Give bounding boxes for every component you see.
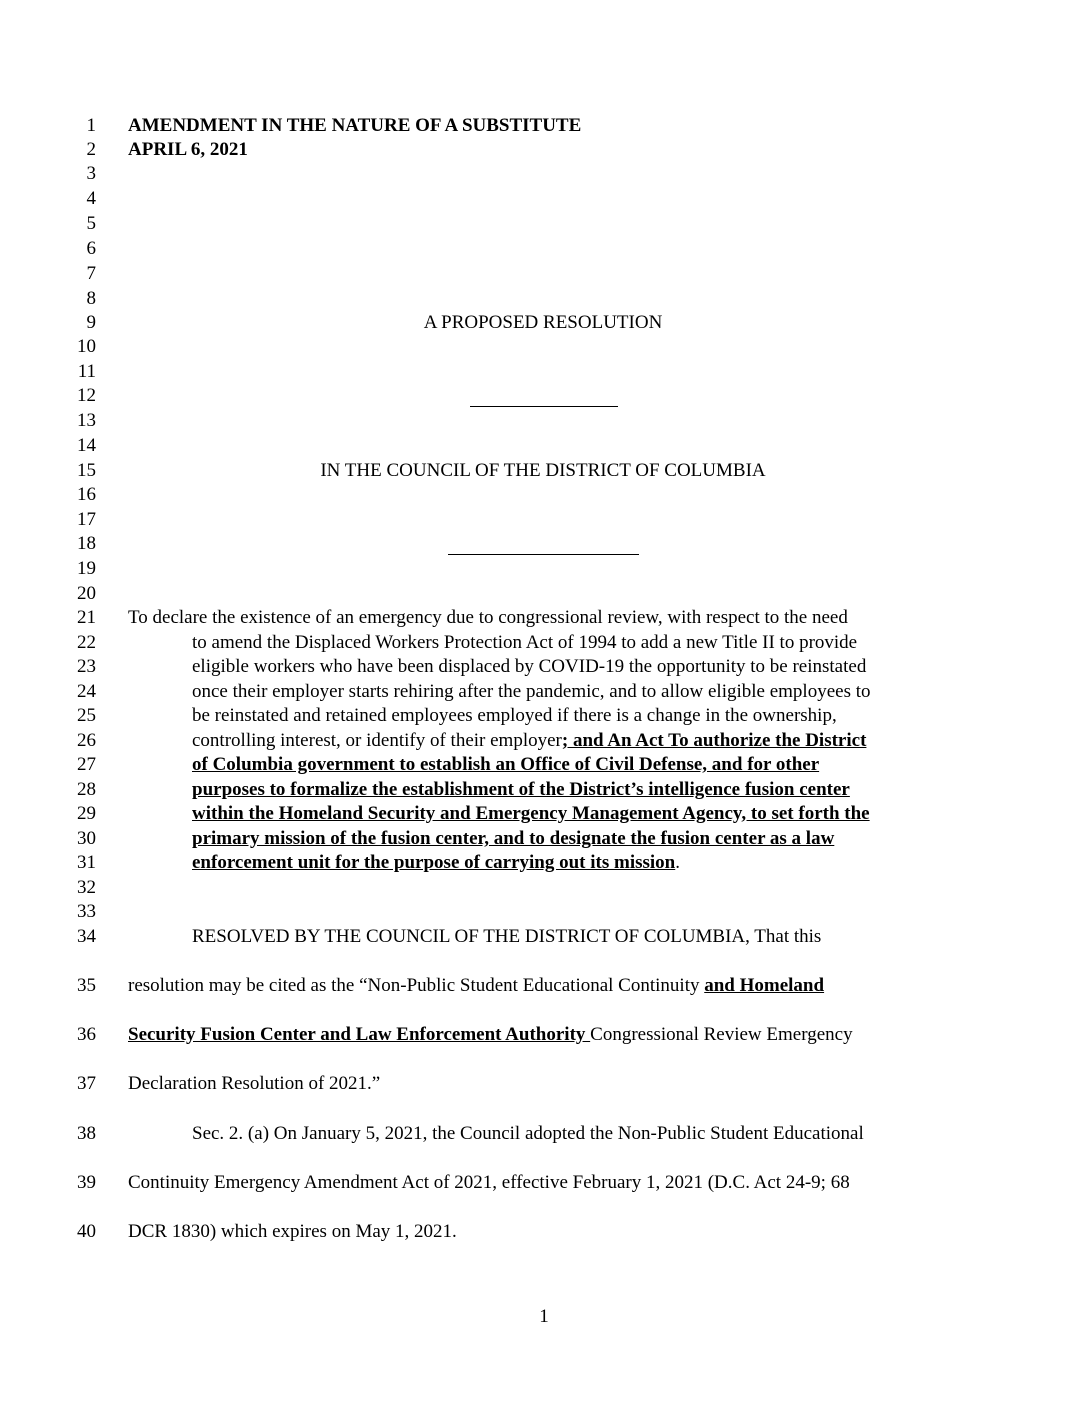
inserted-text: Security Fusion Center and Law Enforcement Authority [128, 1024, 591, 1045]
body-line [128, 975, 824, 997]
line-number: 39 [77, 1172, 96, 1193]
line-number: 7 [86, 263, 96, 284]
body-line: DCR 1830) which expires on May 1, 2021. [128, 1221, 457, 1242]
body-text: resolution may be cited as the “Non-Public Student Educational Continuity [128, 975, 705, 996]
line-number: 33 [77, 901, 96, 922]
purpose-text: . [675, 852, 680, 873]
line-number: 13 [77, 410, 96, 431]
amendment-date: APRIL 6, 2021 [128, 139, 248, 160]
line-number: 8 [86, 288, 96, 309]
line-number: 26 [77, 730, 96, 751]
body-line: Declaration Resolution of 2021.” [128, 1073, 381, 1094]
body-text: Congressional Review Emergency [590, 1024, 853, 1045]
body-line: Continuity Emergency Amendment Act of 2021, effective February 1, 2021 (D.C. Act 24-9; 68 [128, 1172, 850, 1193]
line-number: 15 [77, 460, 96, 481]
line-number: 2 [86, 139, 96, 160]
council-heading: IN THE COUNCIL OF THE DISTRICT OF COLUMBIA [320, 460, 766, 481]
amendment-heading: AMENDMENT IN THE NATURE OF A SUBSTITUTE [128, 115, 582, 136]
line-number: 27 [77, 754, 96, 775]
line-number: 25 [77, 705, 96, 726]
line-number: 28 [77, 779, 96, 800]
signature-line-2 [448, 554, 639, 555]
line-number: 10 [77, 336, 96, 357]
line-number: 31 [77, 852, 96, 873]
line-number: 14 [77, 435, 96, 456]
line-number: 16 [77, 484, 96, 505]
line-number: 21 [77, 607, 96, 628]
inserted-text: of Columbia government to establish an Office of Civil Defense, and for other [192, 754, 820, 775]
page-number: 1 [539, 1306, 549, 1327]
line-number: 37 [77, 1073, 96, 1094]
line-number: 19 [77, 558, 96, 579]
inserted-text: purposes to formalize the establishment of the District’s intelligence fusion center [192, 779, 850, 800]
line-number: 40 [77, 1221, 96, 1242]
line-number: 5 [86, 213, 96, 234]
line-number: 29 [77, 803, 96, 824]
signature-line-1 [470, 406, 618, 407]
purpose-line: be reinstated and retained employees employed if there is a change in the ownership, [192, 705, 837, 726]
line-number: 17 [77, 509, 96, 530]
purpose-text: controlling interest, or identify of their employer [192, 730, 562, 751]
line-number: 30 [77, 828, 96, 849]
line-number: 35 [77, 975, 96, 996]
purpose-line: To declare the existence of an emergency due to congressional review, with respect to the need [128, 607, 848, 628]
line-number: 32 [77, 877, 96, 898]
purpose-line [192, 852, 680, 874]
line-number: 3 [86, 163, 96, 184]
line-number: 9 [86, 312, 96, 333]
body-line: Sec. 2. (a) On January 5, 2021, the Council adopted the Non-Public Student Educational [192, 1123, 864, 1144]
line-number: 24 [77, 681, 96, 702]
line-number: 11 [77, 361, 96, 382]
resolution-title: A PROPOSED RESOLUTION [423, 312, 663, 333]
inserted-text: enforcement unit for the purpose of carrying out its mission [192, 852, 676, 873]
line-number: 6 [86, 238, 96, 259]
line-number: 1 [86, 115, 96, 136]
line-number: 18 [77, 533, 96, 554]
purpose-line: to amend the Displaced Workers Protection Act of 1994 to add a new Title II to provide [192, 632, 858, 653]
purpose-line: once their employer starts rehiring after the pandemic, and to allow eligible employees to [192, 681, 871, 702]
inserted-text: within the Homeland Security and Emergency Management Agency, to set forth the [192, 803, 870, 824]
line-number: 36 [77, 1024, 96, 1045]
purpose-line: eligible workers who have been displaced by COVID-19 the opportunity to be reinstated [192, 656, 867, 677]
line-number: 38 [77, 1123, 96, 1144]
line-number: 34 [77, 926, 96, 947]
body-line: RESOLVED BY THE COUNCIL OF THE DISTRICT OF COLUMBIA, That this [192, 926, 822, 947]
line-number: 20 [77, 583, 96, 604]
body-line [128, 1024, 853, 1046]
line-number: 12 [77, 385, 96, 406]
line-number: 23 [77, 656, 96, 677]
line-number: 4 [86, 188, 96, 209]
inserted-text: primary mission of the fusion center, and to designate the fusion center as a law [192, 828, 835, 849]
line-number: 22 [77, 632, 96, 653]
purpose-line [192, 730, 866, 752]
inserted-text: ; and An Act To authorize the District [561, 730, 867, 751]
inserted-text: and Homeland [704, 975, 825, 996]
